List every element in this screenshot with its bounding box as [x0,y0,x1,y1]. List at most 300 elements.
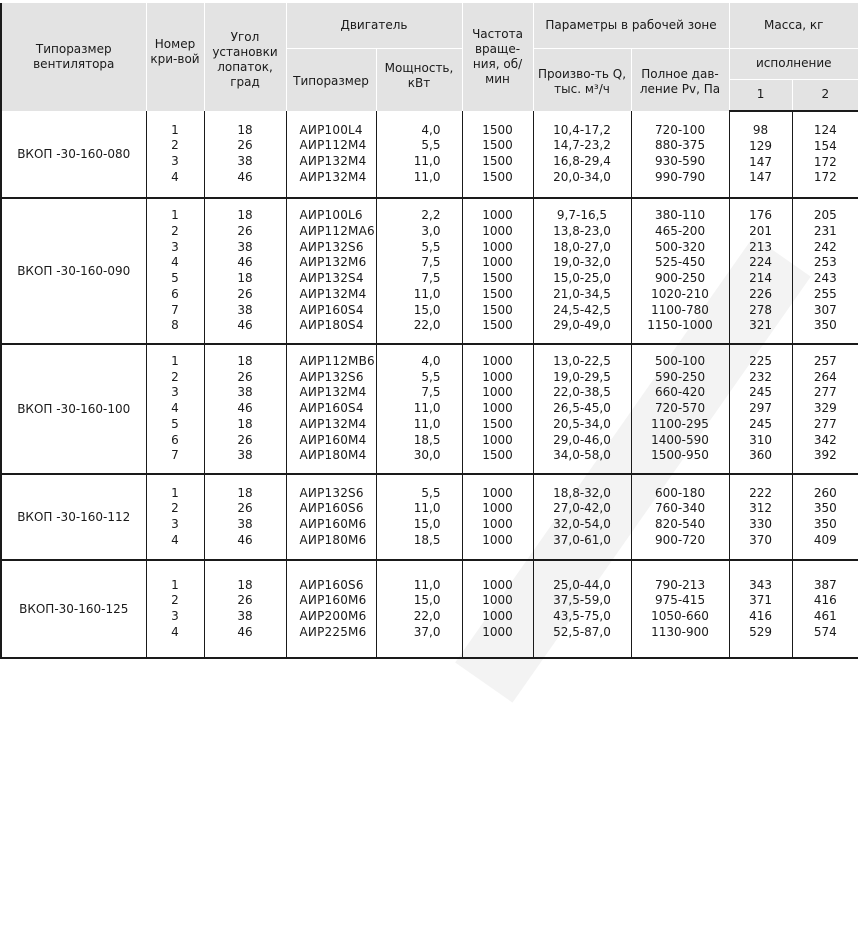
capacity-value: 18,0-27,0 [553,239,611,254]
motor-power: 7,5 [421,271,441,285]
mass-exec-1: 222 [749,485,772,500]
motor-power: 11,0 [413,501,441,516]
pressure-value-cell [631,560,729,658]
curve-no: 3 [171,517,179,531]
mass-exec-2: 257 [813,353,837,368]
motor-type-cell [286,560,376,658]
header-pressure: Полное дав-ление Pv, Па [631,48,729,111]
curve-no: 3 [171,239,179,254]
pressure-value: 760-340 [654,501,706,516]
motor-power: 22,0 [413,318,441,333]
blade-angle: 18 [237,485,253,500]
mass-exec-1-cell [729,474,792,560]
pressure-value: 900-250 [654,271,706,285]
motor-power: 4,0 [421,122,441,137]
blade-angle: 26 [237,593,253,608]
header-params: Параметры в рабочей зоне [533,3,729,48]
header-fan-size: Типоразмер вентилятора [1,3,146,111]
curve-no-cell [146,474,204,560]
blade-angle: 26 [237,501,253,516]
motor-type: АИР180М4 [299,448,367,463]
mass-exec-1: 225 [749,353,772,368]
header-exec-1: 1 [729,79,792,111]
pressure-value: 790-213 [654,577,706,592]
curve-no: 4 [171,255,179,270]
motor-type: АИР160М6 [299,517,367,531]
motor-power: 11,0 [413,169,441,184]
curve-no: 4 [171,401,179,416]
fan-size-cell: ВКОП -30-160-100 [1,344,146,474]
mass-exec-1: 226 [749,286,772,301]
mass-exec-2-cell [792,344,858,474]
capacity-value-cell [533,560,631,658]
capacity-value: 25,0-44,0 [553,577,611,592]
pressure-value: 1150-1000 [647,318,713,333]
blade-angle: 38 [237,302,253,317]
capacity-value: 24,5-42,5 [553,302,611,317]
motor-power: 15,0 [413,302,441,317]
rotation-speed: 1000 [482,208,513,222]
mass-exec-2: 307 [813,302,837,317]
mass-exec-1: 176 [749,208,772,222]
capacity-value: 9,7-16,5 [556,208,608,222]
header-exec-2: 2 [792,79,858,111]
rotation-speed: 1000 [482,401,513,416]
mass-exec-2: 124 [813,123,837,137]
motor-power: 5,5 [421,369,441,384]
motor-type-cell [286,344,376,474]
curve-no: 5 [171,416,179,431]
motor-type: АИР132М4 [299,416,367,431]
curve-no: 3 [171,154,179,168]
mass-exec-1: 321 [749,318,772,333]
motor-type: АИР100L4 [299,122,363,137]
rotation-speed-cell [462,560,533,658]
mass-exec-2: 387 [813,577,837,592]
motor-type-cell [286,474,376,560]
curve-no: 2 [171,369,179,384]
capacity-value: 37,5-59,0 [553,593,611,608]
motor-power: 4,0 [421,353,441,368]
rotation-speed: 1000 [482,369,513,384]
header-motor-type: Типоразмер [286,48,376,111]
capacity-value: 52,5-87,0 [553,624,611,639]
blade-angle: 46 [237,624,253,639]
pressure-value: 975-415 [654,593,706,608]
capacity-value-cell [533,111,631,198]
pressure-value-cell [631,111,729,198]
mass-exec-1: 147 [749,170,772,185]
blade-angle: 26 [237,223,253,238]
capacity-value: 19,0-32,0 [553,255,611,270]
motor-power: 5,5 [421,138,441,153]
mass-exec-1: 310 [749,432,772,447]
mass-exec-2-cell [792,111,858,198]
motor-power: 3,0 [421,223,441,238]
pressure-value: 990-790 [654,169,706,184]
mass-exec-2-cell [792,198,858,344]
rotation-speed-cell [462,344,533,474]
motor-power: 2,2 [421,208,441,222]
rotation-speed: 1000 [482,385,513,400]
motor-power: 18,5 [413,432,441,447]
curve-no: 1 [171,353,179,368]
pressure-value: 1050-660 [651,609,709,623]
motor-power-cell [376,560,462,658]
curve-no: 3 [171,609,179,623]
capacity-value: 13,8-23,0 [553,223,611,238]
blade-angle: 18 [237,208,253,222]
rotation-speed: 1000 [482,255,513,270]
header-rotation: Частота враще-ния, об/мин [462,3,533,111]
mass-exec-2: 350 [813,501,837,516]
motor-type: АИР160S4 [299,401,364,416]
curve-no: 1 [171,485,179,500]
fan-size-cell: ВКОП -30-160-090 [1,198,146,344]
mass-exec-1: 312 [749,501,772,516]
mass-exec-2: 243 [813,271,837,285]
capacity-value-cell [533,474,631,560]
motor-power: 37,0 [413,624,441,639]
mass-exec-1: 360 [749,448,772,463]
blade-angle-cell [204,344,286,474]
rotation-speed: 1500 [482,154,513,168]
motor-type: АИР132М4 [299,154,367,168]
pressure-value: 1130-900 [651,624,709,639]
pressure-value: 1500-950 [651,448,709,463]
mass-exec-1-cell [729,344,792,474]
capacity-value: 20,5-34,0 [553,416,611,431]
rotation-speed: 1000 [482,223,513,238]
pressure-value: 900-720 [654,532,706,547]
mass-exec-1: 129 [749,138,772,153]
mass-exec-2: 461 [813,609,837,623]
motor-power-cell [376,111,462,198]
motor-power-cell [376,344,462,474]
blade-angle: 38 [237,517,253,531]
motor-type: АИР225М6 [299,624,367,639]
mass-exec-1: 245 [749,416,772,431]
rotation-speed: 1500 [482,138,513,153]
capacity-value: 20,0-34,0 [553,169,611,184]
motor-power-cell [376,198,462,344]
rotation-speed: 1000 [482,609,513,623]
rotation-speed: 1500 [482,302,513,317]
motor-type: АИР132М6 [299,255,367,270]
blade-angle: 46 [237,532,253,547]
blade-angle: 46 [237,401,253,416]
motor-type: АИР180S4 [299,318,364,333]
blade-angle: 46 [237,255,253,270]
mass-exec-1: 147 [749,154,772,169]
capacity-value: 29,0-49,0 [553,318,611,333]
blade-angle: 38 [237,448,253,463]
capacity-value: 27,0-42,0 [553,501,611,516]
mass-exec-1-cell [729,560,792,658]
mass-exec-2: 242 [813,239,837,254]
pressure-value-cell [631,474,729,560]
fan-group-row [1,111,858,198]
mass-exec-1: 98 [752,123,769,137]
header-blade-angle: Угол установки лопаток, град [204,3,286,111]
curve-no: 4 [171,169,179,184]
fan-size-cell: ВКОП-30-160-125 [1,560,146,658]
curve-no: 4 [171,624,179,639]
mass-exec-1: 297 [749,401,772,416]
motor-type: АИР200М6 [299,609,367,623]
pressure-value: 660-420 [654,385,706,400]
pressure-value: 880-375 [654,138,706,153]
rotation-speed: 1500 [482,416,513,431]
curve-no: 8 [171,318,179,333]
mass-exec-2: 342 [813,432,837,447]
blade-angle-cell [204,111,286,198]
curve-no: 5 [171,271,179,285]
pressure-value: 380-110 [654,208,706,222]
rotation-speed: 1000 [482,593,513,608]
fan-group-row [1,474,858,560]
pressure-value-cell [631,198,729,344]
rotation-speed: 1000 [482,501,513,516]
mass-exec-2: 231 [813,223,837,238]
motor-type-cell [286,198,376,344]
mass-exec-2: 350 [813,517,837,531]
blade-angle: 46 [237,318,253,333]
mass-exec-2: 409 [813,532,837,547]
curve-no: 1 [171,577,179,592]
capacity-value: 15,0-25,0 [553,271,611,285]
pressure-value: 1100-295 [651,416,709,431]
mass-exec-1: 330 [749,517,772,531]
blade-angle: 38 [237,239,253,254]
motor-type: АИР132S6 [299,485,364,500]
mass-exec-2: 172 [813,170,837,185]
pressure-value: 600-180 [654,485,706,500]
motor-power: 22,0 [413,609,441,623]
mass-exec-1: 201 [749,223,772,238]
pressure-value: 930-590 [654,154,706,168]
curve-no: 1 [171,122,179,137]
rotation-speed: 1500 [482,122,513,137]
motor-type: АИР132М4 [299,286,367,301]
motor-power: 7,5 [421,385,441,400]
capacity-value: 19,0-29,5 [553,369,611,384]
rotation-speed: 1000 [482,532,513,547]
motor-type: АИР132S6 [299,239,364,254]
motor-type: АИР100L6 [299,208,363,222]
mass-exec-1: 343 [749,577,772,592]
capacity-value: 26,5-45,0 [553,401,611,416]
motor-power: 5,5 [421,485,441,500]
pressure-value: 1020-210 [651,286,709,301]
blade-angle: 38 [237,385,253,400]
curve-no: 7 [171,302,179,317]
mass-exec-1: 232 [749,369,772,384]
motor-type: АИР160М6 [299,593,367,608]
curve-no-cell [146,344,204,474]
capacity-value: 32,0-54,0 [553,517,611,531]
motor-power: 11,0 [413,401,441,416]
motor-power: 11,0 [413,416,441,431]
curve-no: 6 [171,286,179,301]
motor-type: АИР112МВ6 [299,353,375,368]
rotation-speed: 1500 [482,271,513,285]
fan-size-cell: ВКОП -30-160-112 [1,474,146,560]
header-curve-no: Номер кри-вой [146,3,204,111]
blade-angle: 38 [237,609,253,623]
motor-type: АИР132S6 [299,369,364,384]
rotation-speed: 1000 [482,353,513,368]
curve-no: 2 [171,223,179,238]
mass-exec-2: 329 [813,401,837,416]
mass-exec-1: 224 [749,255,772,270]
mass-exec-2-cell [792,560,858,658]
mass-exec-2: 277 [813,416,837,431]
blade-angle: 38 [237,154,253,168]
pressure-value: 1400-590 [651,432,709,447]
blade-angle: 46 [237,169,253,184]
mass-exec-1-cell [729,198,792,344]
rotation-speed: 1000 [482,485,513,500]
capacity-value: 16,8-29,4 [553,154,611,168]
mass-exec-2: 392 [813,448,837,463]
curve-no-cell [146,111,204,198]
capacity-value: 13,0-22,5 [553,353,611,368]
curve-no: 4 [171,532,179,547]
fan-spec-table [0,3,858,659]
motor-type: АИР132М4 [299,169,367,184]
blade-angle: 26 [237,369,253,384]
mass-exec-2: 205 [813,208,837,222]
pressure-value: 820-540 [654,517,706,531]
mass-exec-1: 370 [749,532,772,547]
motor-type: АИР160М4 [299,432,367,447]
header-execution: исполнение [729,48,858,79]
mass-exec-2: 154 [813,138,837,153]
motor-power: 18,5 [413,532,441,547]
mass-exec-2-cell [792,474,858,560]
mass-exec-1: 371 [749,593,772,608]
rotation-speed-cell [462,198,533,344]
capacity-value: 18,8-32,0 [553,485,611,500]
mass-exec-1: 213 [749,239,772,254]
pressure-value: 465-200 [654,223,706,238]
blade-angle: 26 [237,432,253,447]
rotation-speed: 1500 [482,286,513,301]
motor-type: АИР180М6 [299,532,367,547]
rotation-speed: 1000 [482,432,513,447]
capacity-value: 14,7-23,2 [553,138,611,153]
fan-group-row [1,560,858,658]
capacity-value: 37,0-61,0 [553,532,611,547]
blade-angle: 18 [237,577,253,592]
mass-exec-2: 172 [813,154,837,169]
curve-no: 7 [171,448,179,463]
pressure-value: 720-570 [654,401,706,416]
motor-type-cell [286,111,376,198]
rotation-speed: 1500 [482,448,513,463]
curve-no: 2 [171,138,179,153]
mass-exec-1: 214 [749,271,772,285]
header-motor-power: Мощность, кВт [376,48,462,111]
blade-angle: 18 [237,122,253,137]
pressure-value: 525-450 [654,255,706,270]
pressure-value-cell [631,344,729,474]
pressure-value: 500-100 [654,353,706,368]
rotation-speed: 1000 [482,517,513,531]
mass-exec-2: 574 [813,624,837,639]
motor-power: 30,0 [413,448,441,463]
motor-type: АИР112МА6 [299,223,375,238]
mass-exec-1-cell [729,111,792,198]
pressure-value: 590-250 [654,369,706,384]
blade-angle: 18 [237,271,253,285]
mass-exec-2: 416 [813,593,837,608]
blade-angle: 26 [237,286,253,301]
fan-size-cell: ВКОП -30-160-080 [1,111,146,198]
capacity-value-cell [533,344,631,474]
mass-exec-1: 245 [749,385,772,400]
mass-exec-2: 350 [813,318,837,333]
pressure-value: 720-100 [654,122,706,137]
capacity-value: 22,0-38,5 [553,385,611,400]
mass-exec-1: 529 [749,624,772,639]
curve-no-cell [146,560,204,658]
blade-angle: 26 [237,138,253,153]
capacity-value: 43,5-75,0 [553,609,611,623]
fan-group-row [1,344,858,474]
header-capacity: Произво-ть Q, тыс. м³/ч [533,48,631,111]
mass-exec-1: 278 [749,302,772,317]
pressure-value: 1100-780 [651,302,709,317]
capacity-value: 10,4-17,2 [553,122,611,137]
rotation-speed: 1000 [482,624,513,639]
blade-angle: 18 [237,416,253,431]
mass-exec-2: 260 [813,485,837,500]
curve-no-cell [146,198,204,344]
capacity-value: 29,0-46,0 [553,432,611,447]
motor-power: 15,0 [413,593,441,608]
motor-power: 11,0 [413,286,441,301]
rotation-speed-cell [462,474,533,560]
mass-exec-2: 253 [813,255,837,270]
motor-type: АИР132S4 [299,271,364,285]
mass-exec-2: 264 [813,369,837,384]
rotation-speed: 1500 [482,169,513,184]
rotation-speed: 1000 [482,577,513,592]
motor-type: АИР160S4 [299,302,364,317]
header-mass: Масса, кг [729,3,858,48]
curve-no: 6 [171,432,179,447]
blade-angle: 18 [237,353,253,368]
capacity-value-cell [533,198,631,344]
blade-angle-cell [204,560,286,658]
mass-exec-2: 255 [813,286,837,301]
mass-exec-1: 416 [749,609,772,623]
motor-power: 7,5 [421,255,441,270]
motor-power: 5,5 [421,239,441,254]
mass-exec-2: 277 [813,385,837,400]
curve-no: 1 [171,208,179,222]
rotation-speed: 1500 [482,318,513,333]
curve-no: 2 [171,593,179,608]
capacity-value: 34,0-58,0 [553,448,611,463]
curve-no: 2 [171,501,179,516]
motor-type: АИР132М4 [299,385,367,400]
blade-angle-cell [204,474,286,560]
motor-type: АИР160S6 [299,577,364,592]
motor-power: 15,0 [413,517,441,531]
